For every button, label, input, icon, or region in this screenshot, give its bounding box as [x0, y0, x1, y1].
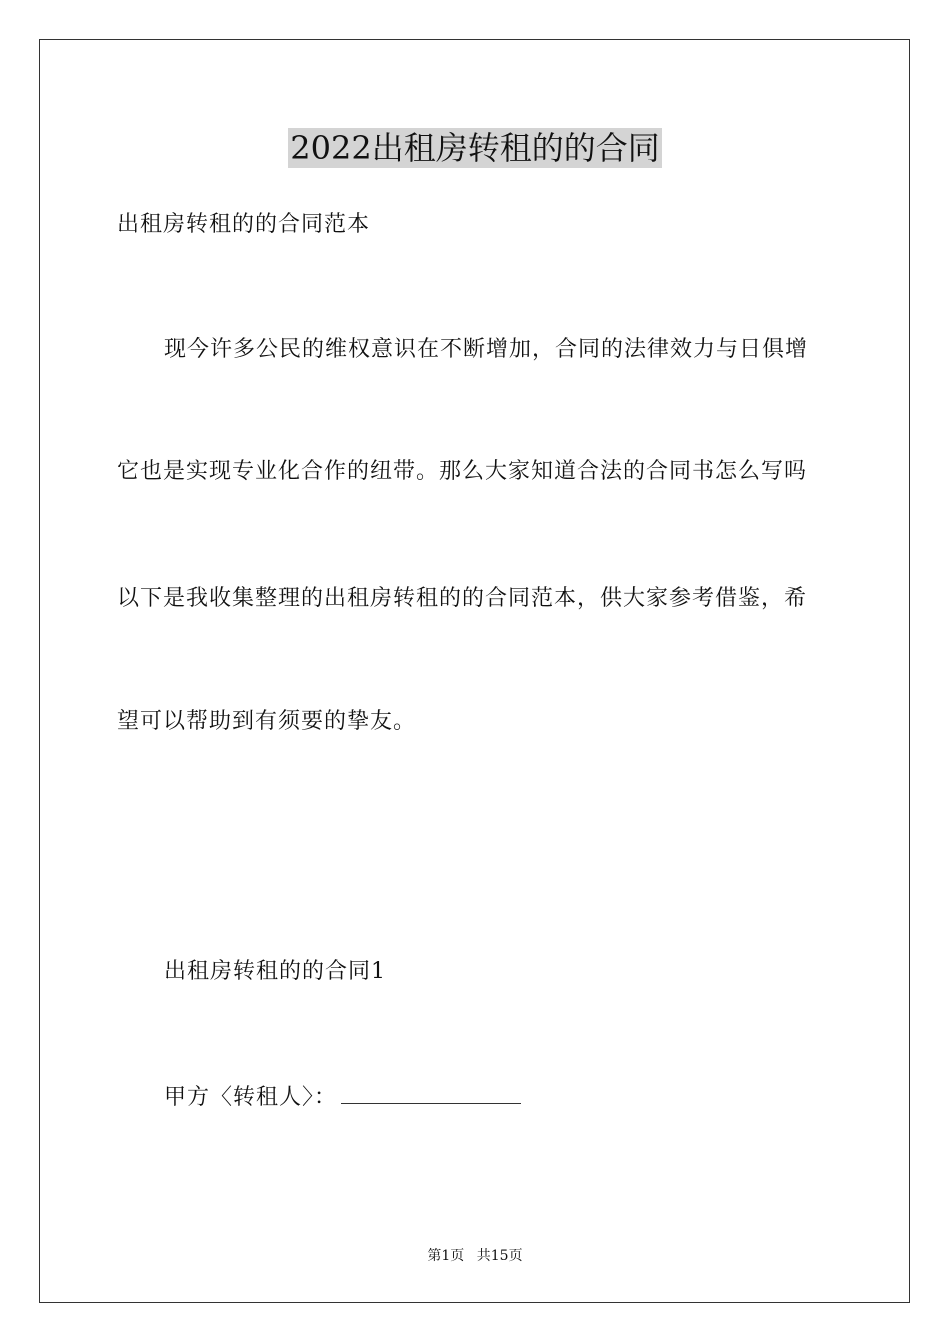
page-current: 第1页 — [427, 1248, 465, 1264]
party-a-label: 甲方〈转租人〉： — [164, 1085, 338, 1110]
page-total: 共15页 — [476, 1248, 523, 1264]
intro-line-3: 以下是我收集整理的出租房转租的的合同范本，供大家参考借鉴，希 — [117, 586, 808, 611]
intro-line-1: 现今许多公民的维权意识在不断增加，合同的法律效力与日俱增 — [164, 337, 809, 362]
intro-line-2: 它也是实现专业化合作的纽带。那么大家知道合法的合同书怎么写吗 — [117, 459, 808, 484]
section-heading: 出租房转租的的合同1 — [164, 959, 386, 984]
document-title: 2022出租房转租的的合同 — [290, 129, 660, 167]
party-a-line — [164, 1081, 521, 1113]
title-container — [0, 128, 950, 168]
party-a-blank-field[interactable] — [341, 1081, 521, 1104]
page-footer — [0, 1247, 950, 1265]
intro-line-4: 望可以帮助到有须要的挚友。 — [117, 709, 417, 734]
document-subtitle: 出租房转租的的合同范本 — [117, 212, 371, 237]
